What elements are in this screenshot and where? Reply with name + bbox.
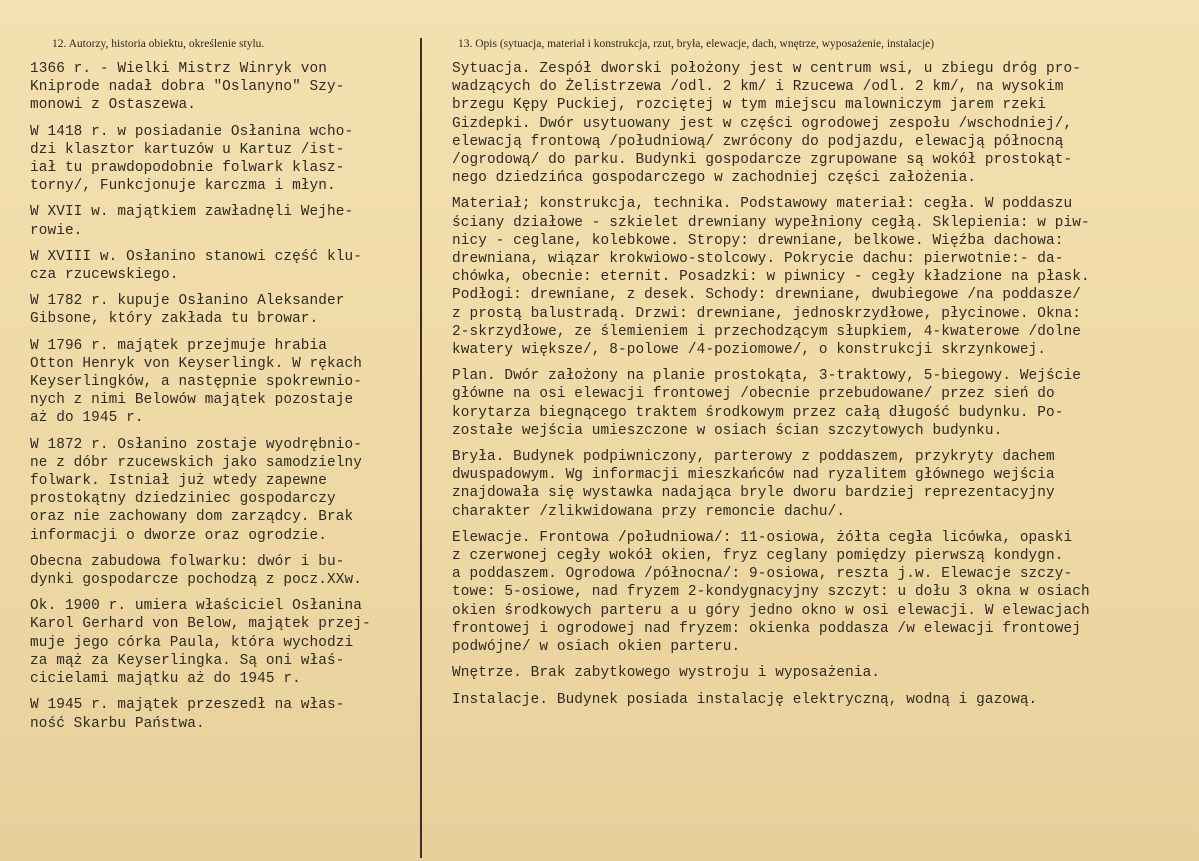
history-paragraph: W 1872 r. Osłanino zostaje wyodrębnio- ne z dóbr rzucewskich jako samodzielny folwark. Istniał już wtedy zapewne prostokątny dziedziniec gospodarczy oraz nie zachowany dom zarządcy. Brak informacji o dworze oraz ogrodzie.: [30, 436, 362, 544]
description-paragraph-elevations: Elewacje. Frontowa /południowa/: 11-osiowa, żółta cegła licówka, opaski z czerwonej cegły wokół okien, fryz ceglany pomiędzy pierwszą kondygn. a poddaszem. Ogrodowa /północna/: 9-osiowa, reszta j.w. Elewacje szczy- towe: 5-osiowe, nad fryzem 2-kondygnacyjny szczyt: u dołu 3 okna w osiach okien środkowych parteru a u góry jedno okno w osi elewacji. W elewacjach frontowej i ogrodowej nad fryzem: okienka poddasza /w elewacji frontowej podwójne/ w osiach okien parteru.: [452, 529, 1090, 656]
column-divider: [420, 38, 422, 858]
history-paragraph: Ok. 1900 r. umiera właściciel Osłanina Karol Gerhard von Below, majątek przej- muje jego córka Paula, która wychodzi za mąż za Keyserlingka. Są oni właś- cicielami majątku aż do 1945 r.: [30, 598, 371, 688]
history-paragraph: W 1418 r. w posiadanie Osłanina wcho- dzi klasztor kartuzów u Kartuz /ist- iał tu prawdopodobnie folwark klasz- torny/, Funkcjonuje karczma i młyn.: [30, 123, 354, 195]
history-paragraph: W XVII w. majątkiem zawładnęli Wejhe- rowie.: [30, 204, 354, 239]
history-paragraph: W 1796 r. majątek przejmuje hrabia Otton Henryk von Keyserlingk. W rękach Keyserlingków, a następnie spokrewnio- nych z nimi Belowów majątek pozostaje aż do 1945 r.: [30, 337, 362, 427]
description-paragraph-plan: Plan. Dwór założony na planie prostokąta, 3-traktowy, 5-biegowy. Wejście główne na osi elewacji frontowej /obecnie przebudowane/ przez sień do korytarza biegnącego traktem środkowym przez całą długość budynku. Po- zostałe wejścia umieszczone w osiach ścian szczytowych budynku.: [452, 368, 1081, 439]
history-paragraph: W 1782 r. kupuje Osłanino Aleksander Gibsone, który zakłada tu browar.: [30, 293, 345, 328]
description-paragraph-situation: Sytuacja. Zespół dworski położony jest w centrum wsi, u zbiegu dróg pro- wadzących do Żelistrzewa /odl. 2 km/ i Rzucewa /odl. 2 km/, na wysokim brzegu Kępy Puckiej, rozciętej w tym miejscu malowniczym jarem rzeki Gizdepki. Dwór usytuowany jest w części ogrodowej zespołu /wschodniej/, elewacją frontową /południową/ zwrócony do podjazdu, elewacją północną /ogrodową/ do parku. Budynki gospodarcze zgrupowane są wokół prostokąt- nego dziedzińca gospodarczego w zachodniej części założenia.: [452, 61, 1081, 187]
left-column-header: 12. Autorzy, historia obiektu, określenie stylu.: [52, 38, 265, 50]
history-paragraph: 1366 r. - Wielki Mistrz Winryk von Kniprode nadał dobra "Oslanyno" Szy- monowi z Ostaszewa.: [30, 61, 345, 114]
history-paragraph: Obecna zabudowa folwarku: dwór i bu- dynki gospodarcze pochodzą z pocz.XXw.: [30, 553, 362, 589]
description-paragraph-massing: Bryła. Budynek podpiwniczony, parterowy z poddaszem, przykryty dachem dwuspadowym. Wg informacji mieszkańców nad ryzalitem głównego wejścia znajdowała się wystawka nadająca bryle dworu bardziej reprezentacyjny charakter /zlikwidowana przy remoncie dachu/.: [452, 449, 1055, 520]
description-column: [452, 60, 1197, 717]
description-paragraph-interior: Wnętrze. Brak zabytkowego wystroju i wyposażenia.: [452, 665, 881, 682]
history-paragraph: W 1945 r. majątek przeszedł na włas- ność Skarbu Państwa.: [30, 697, 345, 732]
description-paragraph-installations: Instalacje. Budynek posiada instalację elektryczną, wodną i gazową.: [452, 691, 1038, 708]
description-paragraph-material: Materiał; konstrukcja, technika. Podstawowy materiał: cegła. W poddaszu ściany działowe - szkielet drewniany wypełniony cegłą. Sklepienia: w piw- nicy - ceglane, kolebkowe. Stropy: drewniane, belkowe. Więźba dachowa: drewniana, wiązar krokwiowo-stolcowy. Pokrycie dachu: pierwotnie:- da- chówka, obecnie: eternit. Posadzki: w piwnicy - cegły kładzione na płask. Podłogi: drewniane, z desek. Schody: drewniane, dwubiegowe /na poddasze/ z prostą balustradą. Drzwi: drewniane, jednoskrzydłowe, płycinowe. Okna: 2-skrzydłowe, ze ślemieniem i przechodzącym słupkiem, 4-kwaterowe /dolne kwatery większe/, 8-polowe /4-poziomowe/, o konstrukcji skrzynkowej.: [452, 196, 1090, 359]
history-column: [30, 60, 418, 741]
history-paragraph: W XVIII w. Osłanino stanowi część klu- cza rzucewskiego.: [30, 248, 362, 284]
right-column-header: 13. Opis (sytuacja, materiał i konstrukcja, rzut, bryła, elewacje, dach, wnętrze, wyposażenie, instalacje): [458, 38, 935, 50]
